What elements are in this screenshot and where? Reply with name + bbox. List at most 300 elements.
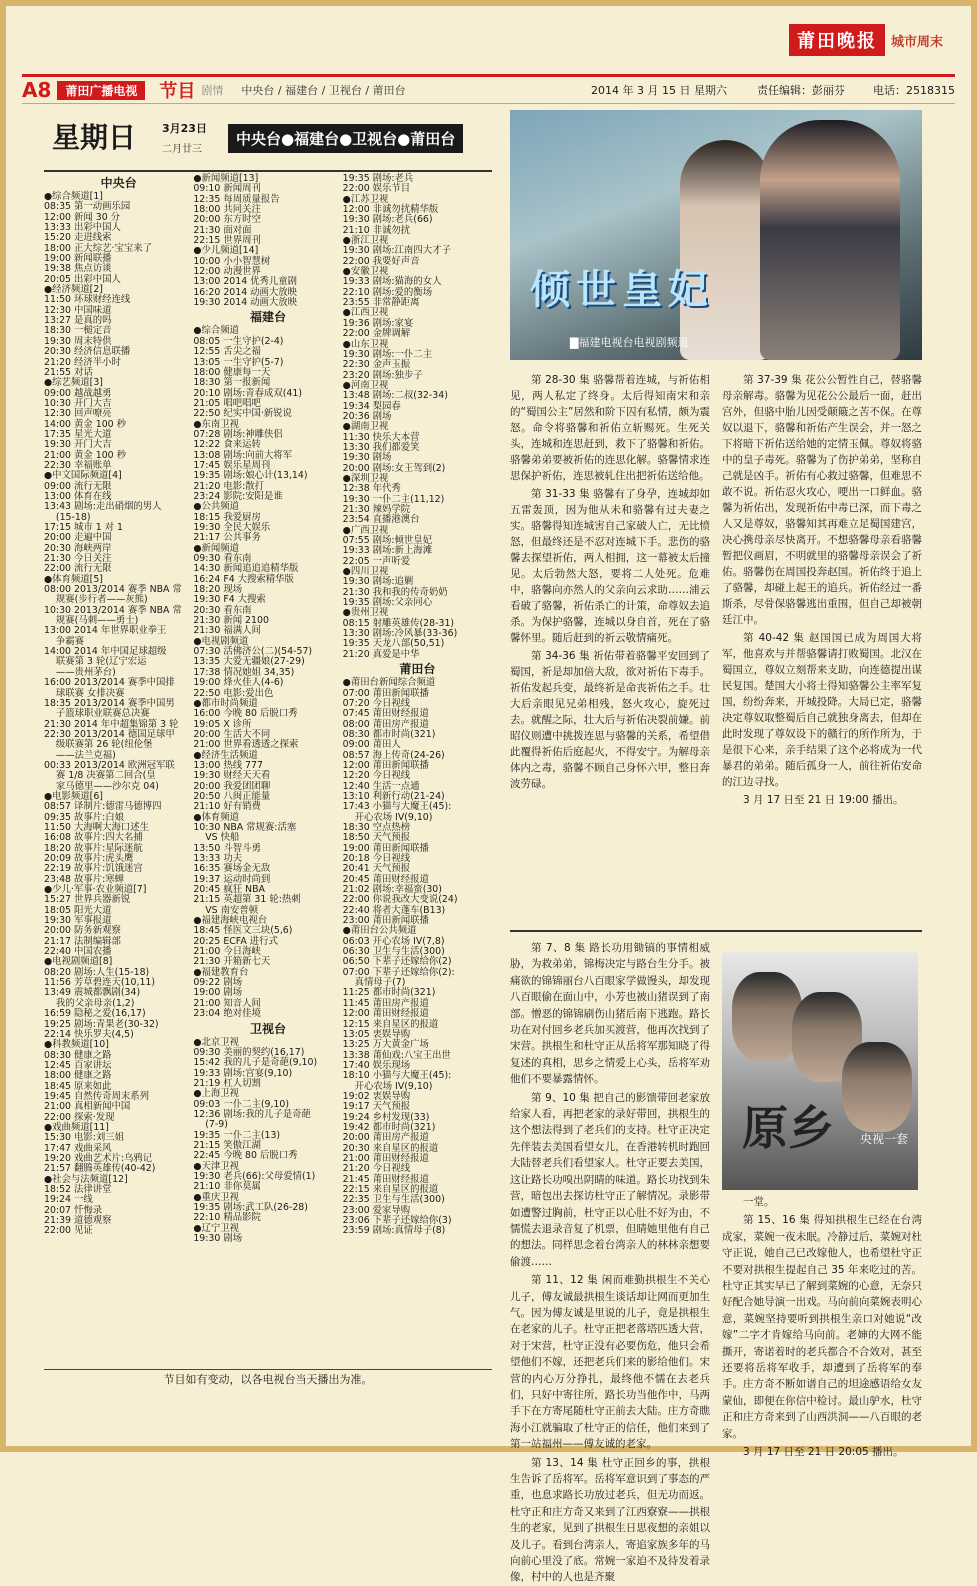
schedule-line: 08:35 第一动画乐园: [44, 201, 131, 213]
schedule-line: 18:20 现场: [193, 584, 243, 596]
phone: 电话：2518315: [873, 84, 955, 97]
photo-title: 倾世皇妃: [530, 266, 714, 313]
schedule-line: 19:30 军事报道: [44, 915, 112, 927]
schedule-line: 20:00 莆田房产报道: [342, 1132, 429, 1144]
schedule-line: 20:45 莆田财经报道: [342, 873, 429, 885]
schedule-line: ●江西卫视: [342, 307, 389, 319]
section-subtitle: 剧情: [201, 84, 224, 97]
schedule-line: 19:30 剧场:一仆二主: [342, 348, 433, 360]
schedule-line: 20:00 防务新观察: [44, 925, 121, 937]
schedule-line: 21:15 笑傲江湖: [193, 1139, 261, 1151]
schedule-line: 19:35 一仆二主(13): [193, 1129, 281, 1141]
schedule-line: 19:42 都市时尚(321): [342, 1121, 436, 1133]
schedule-line: 19:30 一仆二主(11,12): [342, 493, 445, 505]
schedule-line: 12:15 来自星区的报道: [342, 1018, 439, 1030]
schedule-line: 12:40 生活一点通: [342, 780, 420, 792]
schedule-column-2: [193, 174, 342, 1364]
schedule-line: 20:05 出彩中国人: [44, 273, 121, 285]
schedule-header: [44, 110, 492, 172]
schedule-line: 18:15 我爱厨房: [193, 511, 261, 523]
station-heading: 卫视台: [249, 1021, 286, 1036]
schedule-line: 13:48 剧场:二叔(32-34): [342, 390, 448, 402]
schedule-line: 级联赛第 26 轮(纽伦堡: [44, 739, 153, 751]
schedule-line: 12:55 舌尖之福: [193, 346, 261, 358]
schedule-line: 20:25 ECFA 进行式: [193, 935, 278, 947]
schedule-line: 19:00 莆田新闻联播: [342, 842, 429, 854]
schedule-line: 19:00 烽火佳人(4-6): [193, 677, 284, 689]
synopsis-paragraph: 第 40-42 集 赵国国已成为周国大将军，他喜欢与并帮骆馨请打败蜀国。北汉在蜀国立，尊奴立刻帮来支助，向连德提出谋民复国。楚国大小将士得知骆馨公主率军复国，纷纷奔来，开城投降。大局已定，骆馨决定尊奴取整蜀后自己就独身离去，但却在此时发现了尊奴设下的赣行的所作所为，于是很下心来，亲手结果了这个必将成为一代暴君的弟弟。随后孤身一人，前往祈佑安命的江边寻找。: [722, 632, 922, 788]
schedule-line: VS 快船: [193, 832, 240, 844]
schedule-line: 19:20 戏曲艺术片:乌鸦记: [44, 1152, 153, 1164]
schedule-line: 20:41 天气预报: [342, 863, 411, 875]
schedule-line: 20:36 剧场: [342, 410, 392, 422]
synopsis-column-b: [722, 372, 922, 932]
schedule-line: 13:33 功夫: [193, 853, 243, 864]
schedule-line: 争霸赛: [44, 635, 85, 647]
schedule-line: 21:00 知音人间: [193, 997, 261, 1009]
schedule-line: 19:35 剧场:武工队(26-28): [193, 1202, 308, 1213]
schedule-line: 21:30 我和我的传奇奶奶: [342, 586, 448, 598]
schedule-line: ●新闻频道: [193, 542, 240, 554]
synopsis-upper: [510, 372, 922, 932]
schedule-line: 16:08 故事片:四大名捕: [44, 832, 143, 844]
schedule-line: 20:30 海峡两岸: [44, 542, 112, 554]
schedule-line: ●电视剧频道: [193, 635, 249, 647]
schedule-date: 3月23日: [162, 122, 207, 135]
synopsis-paragraph: 第 11、12 集 闲而难勤拱根生不关心儿子，傅友诚最拱根生谈话却让网而更加生气。因为傅友诚是里说的儿子，竟是拱根生在老家的儿子。杜守正把老落塔匹透大营，对于宋营，杜守正没有必要伤危，他只会希望他们不嫁，还把老兵们来的影给他们。宋营的内心万分挣扎，最终他不懦在去老兵们，只好中寄往所，路长功当他作中，马两手下在方寄尾随杜守正前去大陆。庄方奇瞧海小江就骗取了杜守正的信任，他们来到了第一站福州——傅友诚的老家。: [510, 1274, 710, 1451]
issue-date: 2014 年 3 月 15 日 星期六: [591, 84, 727, 97]
schedule-line: 21:15 英超第 31 轮:热刺: [193, 894, 301, 906]
schedule-line: 21:45 莆田财经报道: [342, 1173, 429, 1185]
schedule-line: 09:00 莆田人: [342, 739, 401, 751]
schedule-line: 17:40 娱乐现场: [342, 1059, 411, 1071]
schedule-line: 11:30 快乐大本营: [342, 431, 420, 443]
divider: [510, 930, 922, 932]
schedule-line: 08:30 都市时尚(321): [342, 728, 436, 740]
schedule-line: 22:14 快乐罗夫(4,5): [44, 1028, 134, 1040]
schedule-line: 07:28 剧场:神雕侠侣: [193, 428, 283, 440]
schedule-line: 13:00 体育在线: [44, 490, 112, 502]
schedule-line: 21:00 真相新闻中国: [44, 1101, 131, 1113]
schedule-line: 19:30 剧场:江南四大才子: [342, 245, 451, 257]
photo-title-2: 原乡: [742, 1101, 834, 1155]
schedule-line: ●中文国际频道[4]: [44, 470, 122, 482]
schedule-line: 14:00 2014 年中国足球超级: [44, 646, 167, 658]
schedule-line: 14:30 新闻追追追精华版: [193, 563, 299, 575]
schedule-line: 18:45 原来如此: [44, 1080, 112, 1092]
schedule-line: ——法兰克福): [44, 749, 116, 761]
schedule-line: ●电视剧频道[8]: [44, 956, 113, 968]
schedule-line: 12:45 百家讲坛: [44, 1059, 112, 1071]
photo-caption-2: 央视一套: [859, 1132, 908, 1146]
schedule-line: 06:03 开心农场 IV(7,8): [342, 935, 445, 947]
schedule-line: 08:05 一生守护(2-4): [193, 335, 284, 347]
schedule-line: ●综合频道: [193, 325, 240, 337]
schedule-line: 19:05 X 诊所: [193, 718, 252, 730]
schedule-line: 21:00 莆田财经报道: [342, 1152, 429, 1164]
schedule-line: 13:43 剧场:走出硝烟的男人: [44, 501, 162, 513]
schedule-line: 09:03 一仆二主(9,10): [193, 1098, 290, 1110]
schedule-line: 07:00 下辈子还嫁给你(2):: [342, 966, 455, 978]
schedule-line: 08:57 海上传奇(24-26): [342, 749, 445, 761]
schedule-line: 20:18 今日视线: [342, 853, 411, 864]
schedule-line: 19:30 开门大吉: [44, 439, 112, 451]
schedule-line: 19:35 剧场:娘心计(13,14): [193, 470, 308, 482]
schedule-line: 10:30 开门大吉: [44, 397, 112, 409]
schedule-line: ●莆田台新闻综合频道: [342, 677, 436, 689]
schedule-line: 09:30 看东南: [193, 553, 252, 565]
schedule-line: 11:50 环球财经连线: [44, 294, 131, 306]
schedule-line: 12:38 年代秀: [342, 483, 401, 495]
schedule-line: 21:10 非你莫属: [193, 1181, 261, 1193]
schedule-line: 17:15 城市 1 对 1: [44, 522, 123, 533]
schedule-line: 19:37 运动时尚到: [193, 873, 271, 885]
breadcrumb: 中央台 / 福建台 / 卫视台 / 莆田台: [241, 84, 406, 97]
schedule-line: 19:33 剧场:新上海滩: [342, 545, 433, 557]
schedule-line: 22:35 卫生与生活(300): [342, 1194, 445, 1206]
schedule-line: 08:30 健康之路: [44, 1049, 112, 1061]
schedule-line: ●安徽卫视: [342, 266, 389, 278]
schedule-line: 21:10 好有销费: [193, 801, 261, 813]
actor-face-3: [842, 1042, 912, 1132]
schedule-line: 18:30 第一报新闻: [193, 377, 271, 389]
schedule-line: 22:00 我要好声音: [342, 255, 420, 267]
schedule-line: 21:55 对话: [44, 366, 93, 378]
schedule-line: 23:20 剧场:独步子: [342, 369, 423, 381]
schedule-line: 17:43 小猫与大魔王(45):: [342, 801, 452, 813]
schedule-line: 18:52 法律讲堂: [44, 1184, 112, 1195]
schedule-line: 19:35 剧场:父亲同心: [342, 597, 433, 609]
schedule-line: 18:30 空点热榜: [342, 821, 411, 833]
schedule-line: 19:35 剧场:老兵: [342, 173, 414, 184]
schedule-line: 08:15 射雕英雄传(28-31): [342, 617, 455, 629]
schedule-line: 22:50 电影:爱出色: [193, 687, 274, 699]
schedule-line: 20:30 看东南: [193, 604, 252, 616]
photo-caption: ▇福建电视台电视剧频道: [570, 336, 689, 349]
schedule-line: 22:10 精品影院: [193, 1212, 261, 1224]
schedule-line: 12:22 食来运转: [193, 439, 261, 451]
schedule-line: 12:30 回声嘹亮: [44, 408, 112, 420]
schedule-line: 13:49 震城都飘剧(34): [44, 987, 141, 999]
schedule-line: 20:00 我爱团团聊: [193, 780, 271, 792]
schedule-line: ●综合频道[1]: [44, 191, 103, 202]
drama-photo-yuanxiang: [722, 952, 918, 1190]
schedule-column-3: [343, 174, 492, 1364]
schedule-line: 21:30 开箱新七天: [193, 956, 271, 968]
schedule-line: 19:25 剧场:青果老(30-32): [44, 1018, 159, 1030]
schedule-line: 21:30 福满人间: [193, 625, 261, 637]
synopsis-paragraph: 第 28-30 集 骆馨帮着连城，与祈佑相见，两人私定了终身。太后得知南宋和亲的“蜀国公主”居然和阶下囚有私情，颇为震怒。命令将骆馨和祈佑立斩赐死。生死关头，连城和连思赶到，救下了骆馨和祈佑。骆馨弟弟要被祈佑的连思化解。骆馨情求连思保护祈佑，连思被轧住出把祈佑送给他。: [510, 374, 710, 482]
schedule-line: 22:45 今晚 80 后脱口秀: [193, 1150, 298, 1162]
schedule-line: 赛 1/8 决赛第二回合(皇: [44, 770, 156, 782]
schedule-line: VS 南安普顿: [193, 904, 259, 916]
schedule-line: 13:00 2014 年世界职业拳王: [44, 625, 167, 637]
schedule-line: 06:30 卫生与生活(300): [342, 946, 445, 958]
schedule-line: 13:05 一生守护(5-7): [193, 356, 284, 368]
schedule-line: 16:24 F4 大搜索精华版: [193, 573, 294, 585]
schedule-column-1: [44, 174, 193, 1364]
synopsis-paragraph: 第 37-39 集 花公公暂性自己，替骆馨母亲解毒。骆馨为见花公公最后一面，赶出宫外，但骆中胎儿因受颠簸之苦不保。在尊奴以退下，骆馨和祈佑产生误会，并一怒之下将暗下祈佑送给她的定情玉佩。尊奴将骆中的皇子毒死。骆馨为了伤护弟弟，坚称自己就是凶手。祈佑有心救过骆馨，但难思不敢不说。祈佑忍火攻心，哽出一口鲜血。骆馨为祈佑出，发现祈佑中毒已深，而下毒之人又是尊奴，骆馨知其再难立足蜀国建宫，决心携母亲尽快离开。不想骆馨母亲看骆馨暂把仪画眉，不明就里的骆馨母亲误会了祈佑。骆馨伤在周国投奔赵国。祈佑终于追上了骆馨，却碰上起王的追兵。祈佑经过一番斯杀，尽骨保骆馨逃出重围，但自己却被朝廷江中。: [722, 374, 922, 626]
schedule-line: ●辽宁卫视: [193, 1222, 240, 1234]
schedule-line: 22:00 见证: [44, 1225, 93, 1237]
schedule-line: 10:30 NBA 常规赛:活塞: [193, 821, 297, 833]
schedule-line: ●莆田台公共频道: [342, 925, 417, 937]
schedule-columns: [44, 174, 492, 1364]
schedule-line: 10:30 2013/2014 赛季 NBA 常: [44, 604, 182, 616]
synopsis-paragraph: 3 月 17 日至 21 日 19:00 播出。: [743, 794, 904, 806]
schedule-line: 18:50 天气预报: [342, 832, 411, 844]
schedule-line: 22:00 探索·发现: [44, 1111, 115, 1123]
schedule-line: 球联赛 女排决赛: [44, 687, 125, 699]
schedule-line: 21:02 剧场:幸福蛮(30): [342, 884, 442, 896]
schedule-line: 18:00 健康之路: [44, 1070, 112, 1082]
schedule-line: 13:05 衷娱导购: [342, 1028, 411, 1040]
paper-logo: [789, 24, 943, 56]
schedule-line: 开心农场 IV(9,10): [342, 811, 433, 823]
page-number: A8: [22, 78, 52, 102]
schedule-line: ●科教频道[10]: [44, 1039, 109, 1051]
schedule-line: 13:33 出彩中国人: [44, 222, 121, 234]
schedule-line: 20:30 来自星区的报道: [342, 1142, 439, 1154]
channels-banner: 中央台●福建台●卫视台●莆田台: [228, 124, 463, 153]
schedule-line: 16:00 今晚 80 后脱口秀: [193, 708, 298, 720]
schedule-line: 22:00 娱乐节目: [342, 183, 411, 195]
schedule-line: 19:00 剧场: [193, 987, 243, 999]
schedule-line: 13:30 剧场:冷风暴(33-36): [342, 628, 458, 640]
schedule-line: 21:20 经济半小时: [44, 356, 121, 368]
schedule-line: 16:59 隐秘之爱(16,17): [44, 1008, 146, 1020]
schedule-line: ●电影频道[6]: [44, 790, 103, 802]
tv-schedule: [44, 110, 492, 1390]
schedule-line: 08:00 莆田房产报道: [342, 718, 429, 730]
schedule-line: ●经济生活频道: [193, 749, 258, 761]
schedule-line: ●上海卫视: [193, 1088, 240, 1100]
schedule-line: 22:15 世界周刊: [193, 235, 261, 247]
schedule-line: ●贵州卫视: [342, 607, 389, 619]
schedule-line: 20:00 走遍中国: [44, 532, 112, 544]
synopsis-paragraph: 一堂。: [743, 1196, 775, 1208]
schedule-line: 23:59 剧场:真情母子(8): [342, 1225, 446, 1237]
schedule-line: 21:00 世界看透透之探索: [193, 739, 299, 751]
schedule-line: 12:00 新闻 30 分: [44, 211, 121, 223]
schedule-line: 19:33 剧场:宫宴(9,10): [193, 1067, 293, 1079]
schedule-line: 20:50 八闽正能量: [193, 790, 271, 802]
schedule-line: 13:27 是真的吗: [44, 315, 112, 327]
schedule-line: 07:55 剧场:倾世皇妃: [342, 535, 433, 547]
schedule-line: 18:30 一槌定音: [44, 325, 112, 337]
schedule-line: 20:30 经济信息联播: [44, 346, 131, 358]
schedule-line: ●公共频道: [193, 501, 240, 513]
schedule-line: 09:22 剧场: [193, 977, 243, 989]
schedule-line: 19:02 衷娱导购: [342, 1090, 411, 1102]
schedule-line: 22:10 剧场:爱的衡场: [342, 286, 433, 298]
schedule-line: 13:10 利新行动(21-24): [342, 790, 445, 802]
schedule-line: ●深圳卫视: [342, 472, 389, 484]
schedule-line: ●东南卫视: [193, 418, 240, 430]
schedule-line: 09:10 新闻周刊: [193, 183, 261, 195]
schedule-line: 19:30 老兵(66):父母爱情(1): [193, 1170, 316, 1182]
schedule-line: 18:35 2013/2014 赛季中国男: [44, 697, 175, 709]
schedule-line: 16:00 2013/2014 赛季中国排: [44, 677, 175, 689]
schedule-line: 19:45 自然传奇周末系列: [44, 1090, 149, 1102]
schedule-line: 13:08 剧场:向前大将军: [193, 449, 293, 461]
schedule-line: 19:30 剧场:追剿: [342, 576, 414, 588]
schedule-line: 06:50 下辈子还嫁给你(2): [342, 956, 452, 968]
schedule-line: ●体育频道: [193, 811, 240, 823]
schedule-line: ●综艺频道[3]: [44, 377, 103, 389]
schedule-line: 17:45 娱乐星周刊: [193, 459, 271, 471]
drama-articles: [510, 110, 922, 1584]
schedule-line: ●戏曲频道[11]: [44, 1121, 109, 1133]
schedule-line: 联赛第 3 轮(辽宁宏运: [44, 656, 147, 668]
schedule-line: 19:33 剧场:猫海的女人: [342, 276, 442, 288]
schedule-line: 17:38 情况她姐 34,35): [193, 666, 295, 678]
schedule-line: 21:30 新闻 2100: [193, 615, 269, 627]
schedule-line: 21:30 2014 年中超集锦第 3 轮: [44, 718, 179, 730]
schedule-line: ●社会与法频道[12]: [44, 1173, 128, 1185]
schedule-line: 21:00 黄金 100 秒: [44, 449, 126, 461]
schedule-line: ●浙江卫视: [342, 235, 389, 247]
schedule-line: 12:00 莆田新闻联播: [342, 759, 429, 771]
synopsis-paragraph: 第 7、8 集 路长功用锄镐的事情相威胁，为救弟弟，锦梅决定与路台生分手。被痛欲的锦锦丽台八百眼家学做馒头，却发现八百眼偷在面山中，小芳也被山猪误到了南部。憎恶的锦锦刷伤山猪后南下逃跑。路长功在对付回乡老兵加买渡营，他再次找到了宋营。拱根生和杜守正从岳将军那知晓了得复述的真相，思乡之情爱上心头，岳将军劝他们不要暴露情怀。: [510, 942, 710, 1086]
schedule-line: 22:40 将者大蓬车(B13): [342, 904, 446, 916]
schedule-line: 19:00 新闻联播: [44, 253, 112, 265]
schedule-line: 23:48 故事片:寒蝉: [44, 873, 125, 885]
schedule-line: 09:30 美丽的契约(16,17): [193, 1046, 305, 1058]
schedule-line: 21:05 唱吧唱吧: [193, 397, 261, 409]
schedule-line: 20:45 疯狂 NBA: [193, 884, 265, 896]
schedule-line: 21:30 今日关注: [44, 553, 112, 565]
schedule-line: ●体育频道[5]: [44, 573, 103, 585]
schedule-line: 19:30 周末特供: [44, 335, 112, 347]
schedule-line: ●河南卫视: [342, 379, 389, 391]
schedule-line: ●北京卫视: [193, 1036, 240, 1048]
schedule-line: 19:24 乡村发现(33): [342, 1111, 430, 1123]
schedule-line: 07:45 莆田财经报道: [342, 708, 429, 720]
schedule-line: 13:35 大爱无疆娘(27-29): [193, 656, 305, 668]
schedule-line: 23:24 影院:安阳是谁: [193, 490, 283, 502]
synopsis-paragraph: 第 34-36 集 祈佑带着骆馨平安回到了蜀国，祈是却加倍大敌，欲对祈佑下毒手。祈佑发起兵变，最终祈是命丧祈佑之手。壮大后亲眼见兄弟相残，怒火攻心，旋死过去。就醒之际，壮大后与祈佑决裂前嫌。前昭仪则遭中挑拨连思与骆馨的关系，希望借此覆得祈佑后庭起火，不得安宁。为解母亲体内之毒，骆馨不顾自己身怀六甲，整日奔波劳碌。: [510, 650, 710, 790]
schedule-line: 18:20 故事片:星际迷航: [44, 842, 143, 854]
schedule-line: 10:00 小小智慧树: [193, 255, 271, 267]
schedule-line: 22:00 流行无限: [44, 563, 112, 575]
schedule-line: 11:50 大海啊大海口述生: [44, 821, 149, 833]
schedule-line: 19:30 财经天天看: [193, 770, 271, 782]
schedule-line: 11:56 芳草碧连天(10,11): [44, 977, 156, 989]
schedule-line: 08:20 剧场:人生(15-18): [44, 966, 150, 978]
schedule-line: 19:34 梨园春: [342, 400, 401, 412]
station-heading: 莆田台: [399, 662, 436, 677]
schedule-line: 14:00 黄金 100 秒: [44, 418, 126, 430]
editor: 责任编辑：彭丽芬: [757, 84, 845, 97]
synopsis-paragraph: 第 13、14 集 杜守正回乡的事，拱根生告诉了岳将军。岳将军意识到了事态的严重，也息求路长功放过老兵，但无功而返。杜守正和庄方奇又来到了江西寮寮——拱根生的老家，见到了拱根生日思夜想的亲姐以及儿子。看到台湾亲人，寄追家族多年的马向前心里没了底。常婉一家迫不及待发着录像，村中的人也是齐聚: [510, 1456, 710, 1584]
schedule-line: 21:17 法制编辑部: [44, 935, 121, 947]
schedule-footnote: 节目如有变动，以各电视台当天播出为准。: [44, 1369, 492, 1390]
schedule-line: (7-9): [193, 1119, 228, 1131]
schedule-line: 21:00 今日海峡: [193, 946, 261, 958]
schedule-line: 20:09 故事片:虎头鹰: [44, 853, 134, 864]
schedule-line: 08:00 2013/2014 赛季 NBA 常: [44, 584, 182, 596]
schedule-line: 23:00 爱家导购: [342, 1204, 411, 1216]
schedule-line: 19:24 一线: [44, 1194, 93, 1206]
schedule-line: ●少儿频道[14]: [193, 245, 259, 257]
schedule-line: 12:00 莆田财经报道: [342, 1008, 429, 1020]
section-title: 节目: [159, 81, 196, 102]
schedule-line: 23:54 直播港澳台: [342, 514, 420, 526]
schedule-line: 23:06 下辈子还嫁给你(3): [342, 1215, 452, 1227]
schedule-line: 15:30 电影:刘三姐: [44, 1132, 125, 1144]
schedule-line: ——贵州茅台): [44, 666, 116, 678]
schedule-line: 21:57 翻腾英雄传(40-42): [44, 1163, 156, 1175]
schedule-line: 12:35 每周质量报告: [193, 193, 280, 205]
schedule-line: 19:30 F4 大搜索: [193, 594, 266, 606]
schedule-line: 21:30 辣妈学院: [342, 504, 411, 515]
brand-stamp: 莆田晚报: [789, 24, 885, 56]
schedule-line: 13:50 斗智斗勇: [193, 842, 261, 854]
schedule-line: 15:20 走进线索: [44, 232, 112, 244]
schedule-line: 21:39 道德观察: [44, 1215, 112, 1227]
schedule-line: 19:38 焦点访谈: [44, 263, 112, 275]
schedule-line: 18:00 正大综艺·宝宝来了: [44, 242, 152, 254]
synopsis-column-c: [510, 940, 710, 1584]
schedule-line: 12:00 非诚勿扰精华版: [342, 204, 439, 216]
schedule-line: 11:45 莆田房产报道: [342, 997, 429, 1009]
schedule-line: ●湖南卫视: [342, 421, 389, 433]
schedule-line: 子篮球职业联赛总决赛: [44, 708, 150, 720]
station-heading: 中央台: [100, 176, 137, 190]
schedule-line: 13:00 2014 优秀儿童剧: [193, 276, 298, 288]
schedule-line: 18:45 怪医文三块(5,6): [193, 925, 293, 937]
weekday: 星期日: [52, 121, 137, 154]
schedule-line: 开心农场 IV(9,10): [342, 1080, 433, 1092]
schedule-line: 20:00 东方时空: [193, 214, 261, 226]
schedule-line: 15:42 我的儿子是奇葩(9,10): [193, 1057, 318, 1069]
schedule-line: 21:19 杠人切割: [193, 1077, 261, 1089]
schedule-line: 17:35 星光大道: [44, 428, 112, 440]
schedule-line: ●山东卫视: [342, 338, 389, 350]
schedule-line: 19:30 剧场: [342, 452, 392, 464]
paper-brand: 莆田广播电视: [57, 81, 145, 100]
schedule-line: 21:10 非诚勿扰: [342, 224, 411, 236]
schedule-line: ●江苏卫视: [342, 193, 389, 205]
page-header: [22, 74, 955, 104]
schedule-line: ●新闻频道[13]: [193, 173, 259, 184]
actress-figure: [680, 140, 770, 360]
schedule-line: 真情母子(7): [342, 977, 406, 989]
schedule-line: 我的父亲母亲(1,2): [44, 997, 135, 1009]
schedule-line: 09:00 流行无限: [44, 480, 112, 492]
lunar-date: 二月廿三: [162, 144, 202, 155]
schedule-line: ●重庆卫视: [193, 1191, 240, 1203]
schedule-line: 19:36 剧场:家宴: [342, 317, 414, 329]
schedule-line: 09:35 故事片:白娘: [44, 811, 125, 823]
synopsis-column-d: [722, 1194, 922, 1463]
schedule-line: 21:20 今日视线: [342, 1163, 411, 1175]
schedule-line: 21:17 公共事务: [193, 532, 261, 544]
schedule-line: 07:00 莆田新闻联播: [342, 687, 429, 699]
schedule-line: 19:30 剧场: [193, 1233, 243, 1245]
schedule-line: 21:20 电影:散打: [193, 480, 264, 492]
synopsis-paragraph: 3 月 17 日至 21 日 20:05 播出。: [743, 1446, 904, 1459]
schedule-line: 20:07 忏悔录: [44, 1204, 103, 1216]
schedule-line: ●福建教育台: [193, 966, 249, 978]
schedule-line: 07:30 活佛济公(二)(54-57): [193, 646, 313, 658]
schedule-line: ●广西卫视: [342, 524, 389, 536]
schedule-line: 19:30 全民大娱乐: [193, 522, 271, 533]
schedule-line: 12:36 剧场:我的儿子是奇葩: [193, 1108, 311, 1120]
schedule-line: 22:15 来自星区的报道: [342, 1184, 439, 1195]
schedule-line: 22:19 故事片:饥饿迷宫: [44, 863, 143, 875]
